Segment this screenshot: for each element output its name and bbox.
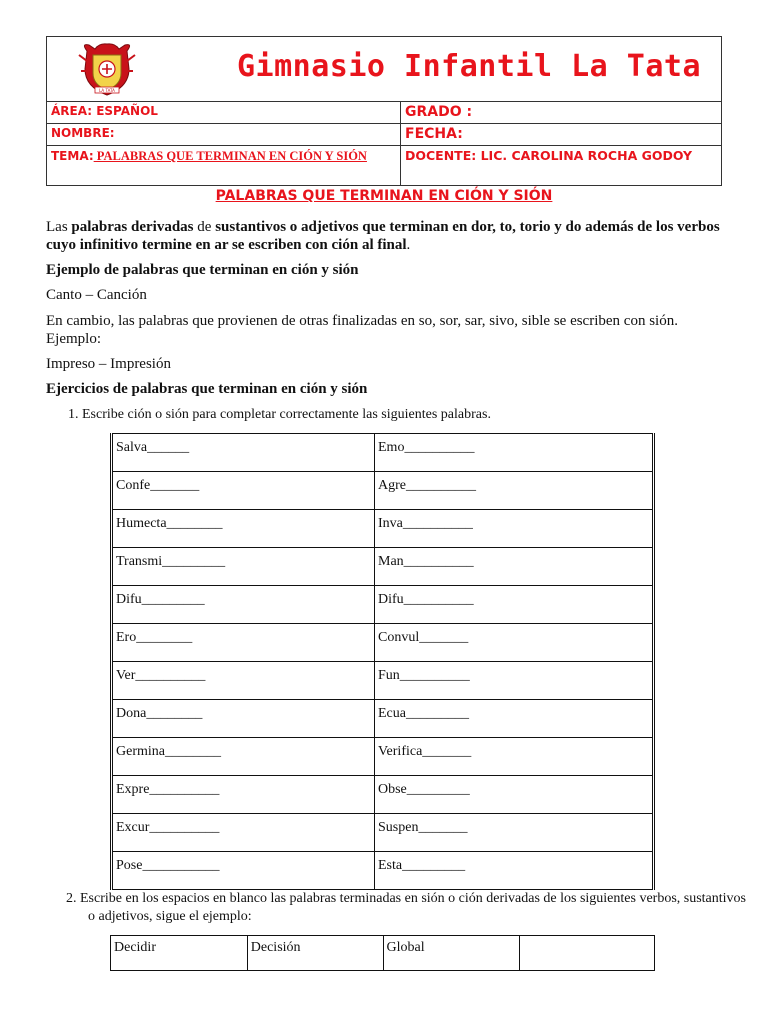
intro-text-3: de xyxy=(193,219,216,235)
word-blank-cell[interactable]: Esta_________ xyxy=(375,852,654,890)
word-blank-cell[interactable]: Ver__________ xyxy=(112,662,375,700)
table-row xyxy=(111,936,655,971)
example-heading: Ejemplo de palabras que terminan en ción y sión xyxy=(46,262,359,278)
nombre-label: NOMBRE: xyxy=(51,126,115,140)
instruction-2: 2. Escribe en los espacios en blanco las palabras terminadas en sión o ción derivadas de los siguientes verbos, sustantivos o adjetivos, sigue el ejemplo: xyxy=(66,891,746,924)
word-blank-cell[interactable]: Salva______ xyxy=(112,434,375,472)
exercise-table-2 xyxy=(110,935,655,971)
tema-field xyxy=(51,148,399,164)
intro-text-2: palabras derivadas xyxy=(71,219,194,235)
word-blank-cell[interactable]: Man__________ xyxy=(375,548,654,586)
word-blank-cell[interactable]: Ecua_________ xyxy=(375,700,654,738)
table-row xyxy=(112,814,654,852)
word-blank-cell[interactable]: Difu__________ xyxy=(375,586,654,624)
school-name: Gimnasio Infantil La Tata xyxy=(237,49,702,84)
word-blank-cell[interactable]: Expre__________ xyxy=(112,776,375,814)
word-blank-cell[interactable]: Pose___________ xyxy=(112,852,375,890)
table-row xyxy=(112,662,654,700)
tema-label: TEMA: xyxy=(51,149,94,163)
document-header xyxy=(46,36,722,186)
table-row xyxy=(112,548,654,586)
word-blank-cell[interactable]: Obse_________ xyxy=(375,776,654,814)
derivation-cell[interactable]: Decisión xyxy=(247,936,383,971)
grado-label: GRADO : xyxy=(405,104,473,120)
table-row xyxy=(112,586,654,624)
word-blank-cell[interactable]: Humecta________ xyxy=(112,510,375,548)
derivation-cell[interactable] xyxy=(520,936,655,971)
area-label: ÁREA: ESPAÑOL xyxy=(51,104,158,118)
derivation-cell[interactable]: Global xyxy=(383,936,520,971)
table-row xyxy=(112,852,654,890)
table-row xyxy=(112,510,654,548)
intro-paragraph xyxy=(46,218,724,254)
intro-text-4: sustantivos o adjetivos que terminan en dor, to, torio y do además de los verbos cuyo infinitivo termine en ar se escriben con ción al final xyxy=(46,219,720,253)
exercises-heading: Ejercicios de palabras que terminan en ción y sión xyxy=(46,381,368,397)
svg-text:LA TATA: LA TATA xyxy=(99,88,115,93)
word-blank-cell[interactable]: Transmi_________ xyxy=(112,548,375,586)
table-row xyxy=(112,624,654,662)
word-blank-cell[interactable]: Agre__________ xyxy=(375,472,654,510)
header-row-tema xyxy=(47,145,721,186)
school-crest-icon xyxy=(77,41,137,97)
table-row xyxy=(112,434,654,472)
word-blank-cell[interactable]: Convul_______ xyxy=(375,624,654,662)
word-blank-cell[interactable]: Emo__________ xyxy=(375,434,654,472)
table-row xyxy=(112,472,654,510)
word-blank-cell[interactable]: Suspen_______ xyxy=(375,814,654,852)
table-row xyxy=(112,700,654,738)
word-blank-cell[interactable]: Fun__________ xyxy=(375,662,654,700)
word-blank-cell[interactable]: Excur__________ xyxy=(112,814,375,852)
table-row xyxy=(112,738,654,776)
intro-text-5: . xyxy=(406,237,411,253)
word-blank-cell[interactable]: Verifica_______ xyxy=(375,738,654,776)
word-blank-cell[interactable]: Confe_______ xyxy=(112,472,375,510)
document-title: PALABRAS QUE TERMINAN EN CIÓN Y SIÓN xyxy=(215,188,553,204)
intro-text-1: Las xyxy=(46,219,72,235)
instruction-1: 1. Escribe ción o sión para completar correctamente las siguientes palabras. xyxy=(68,407,491,422)
fecha-label: FECHA: xyxy=(405,126,463,142)
header-logo-row xyxy=(47,37,721,101)
derivation-cell[interactable]: Decidir xyxy=(111,936,248,971)
sion-explanation: En cambio, las palabras que provienen de otras finalizadas en so, sor, sar, sivo, sible se escriben con sión. Ejemplo: xyxy=(46,313,678,347)
word-blank-cell[interactable]: Inva__________ xyxy=(375,510,654,548)
word-blank-cell[interactable]: Ero________ xyxy=(112,624,375,662)
word-blank-cell[interactable]: Difu_________ xyxy=(112,586,375,624)
example-sion: Impreso – Impresión xyxy=(46,356,171,372)
header-row-nombre xyxy=(47,123,721,145)
docente-label: DOCENTE: LIC. CAROLINA ROCHA GODOY xyxy=(405,148,693,163)
exercise-table-1 xyxy=(110,433,655,890)
tema-value: PALABRAS QUE TERMINAN EN CIÓN Y SIÓN xyxy=(93,149,367,163)
header-row-area xyxy=(47,101,721,123)
table-row xyxy=(112,776,654,814)
example-cion: Canto – Canción xyxy=(46,287,147,303)
word-blank-cell[interactable]: Germina________ xyxy=(112,738,375,776)
word-blank-cell[interactable]: Dona________ xyxy=(112,700,375,738)
